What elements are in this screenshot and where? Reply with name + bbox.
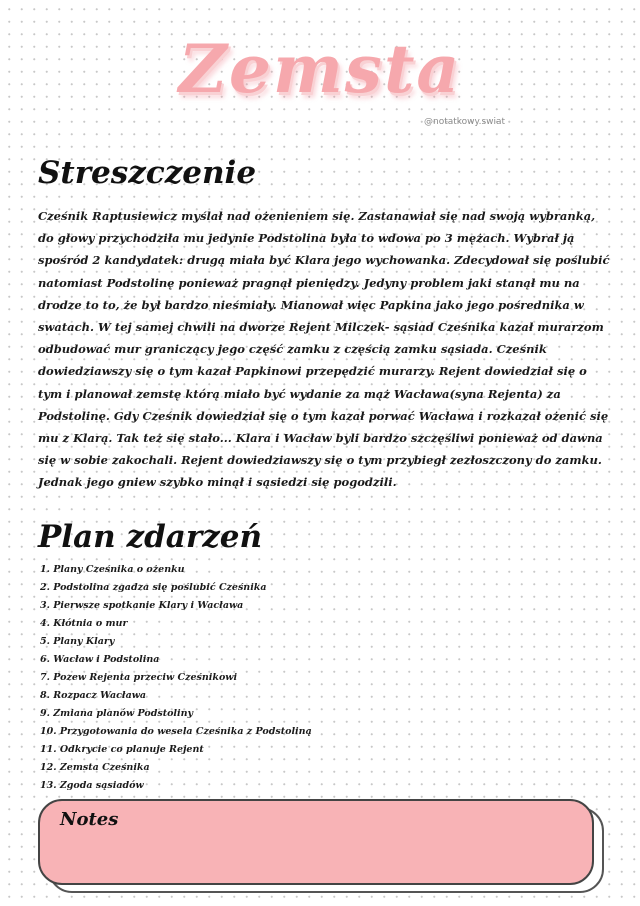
- plan-item: 5. Plany Klary: [40, 636, 115, 647]
- plan-item: 1. Plany Cześnika o ożenku: [40, 564, 185, 575]
- plan-item: 2. Podstolina zgadza się poślubić Cześnika: [40, 582, 267, 593]
- plan-item: 7. Pozew Rejenta przeciw Cześnikowi: [40, 672, 238, 683]
- plan-item: 8. Rozpacz Wacława: [40, 690, 147, 701]
- plan-item: 6. Wacław i Podstolina: [40, 654, 160, 665]
- plan-item: 12. Zemsta Cześnika: [40, 762, 150, 773]
- summary-heading: Streszczenie: [38, 155, 257, 191]
- plan-item: 10. Przygotowania do wesela Cześnika z Podstoliną: [40, 726, 312, 737]
- notes-label: Notes: [60, 809, 119, 830]
- plan-item: 13. Zgoda sąsiadów: [40, 780, 144, 791]
- author-watermark: @notatkowy.swiat: [424, 117, 506, 127]
- notes-box: [38, 799, 594, 885]
- page-title: Zemsta: [178, 30, 462, 108]
- plan-heading: Plan zdarzeń: [38, 519, 263, 555]
- plan-item: 11. Odkrycie co planuje Rejent: [40, 744, 204, 755]
- plan-list: [40, 561, 600, 795]
- summary-text: Cześnik Raptusiewicz myślał nad ożenieniem się. Zastanawiał się nad swoją wybranką, do głowy przychodziła mu jedynie Podstolina była to wdowa po 3 mężach. Wybrał ją spośród 2 kandydatek: drugą miała być Klara jego wychowanka. Zdecydował się poślubić natomiast Podstolinę ponieważ pragnął pieniędzy. Jedyny problem jaki stanął mu na drodze to to, że był bardzo nieśmiały. Mianował więc Papkina jako jego pośrednika w swatach. W tej samej chwili na dworze Rejent Milczek- sąsiad Cześnika kazał murarzom odbudować mur graniczący jego część zamku z częścią zamku sąsiada. Cześnik dowiedziawszy się o tym kazał Papkinowi przepędzić murarzy. Rejent dowiedział się o tym i planował zemstę którą miało być wydanie za mąż Wacława(syna Rejenta) za Podstolinę. Gdy Cześnik dowiedział się o tym kazał porwać Wacława i rozkazał ożenić się mu z Klarą. Tak też się stało... Klara i Wacław byli bardzo szczęśliwi ponieważ od dawna się w sobie zakochali. Rejent dowiedziawszy się o tym przybiegł zezłoszczony do zamku. Jednak jego gniew szybko minął i sąsiedzi się pogodzili.: [38, 209, 610, 490]
- plan-item: 3. Pierwsze spotkanie Klary i Wacława: [40, 600, 244, 611]
- plan-item: 4. Kłótnia o mur: [40, 618, 128, 629]
- plan-item: 9. Zmiana planów Podstoliny: [40, 708, 194, 719]
